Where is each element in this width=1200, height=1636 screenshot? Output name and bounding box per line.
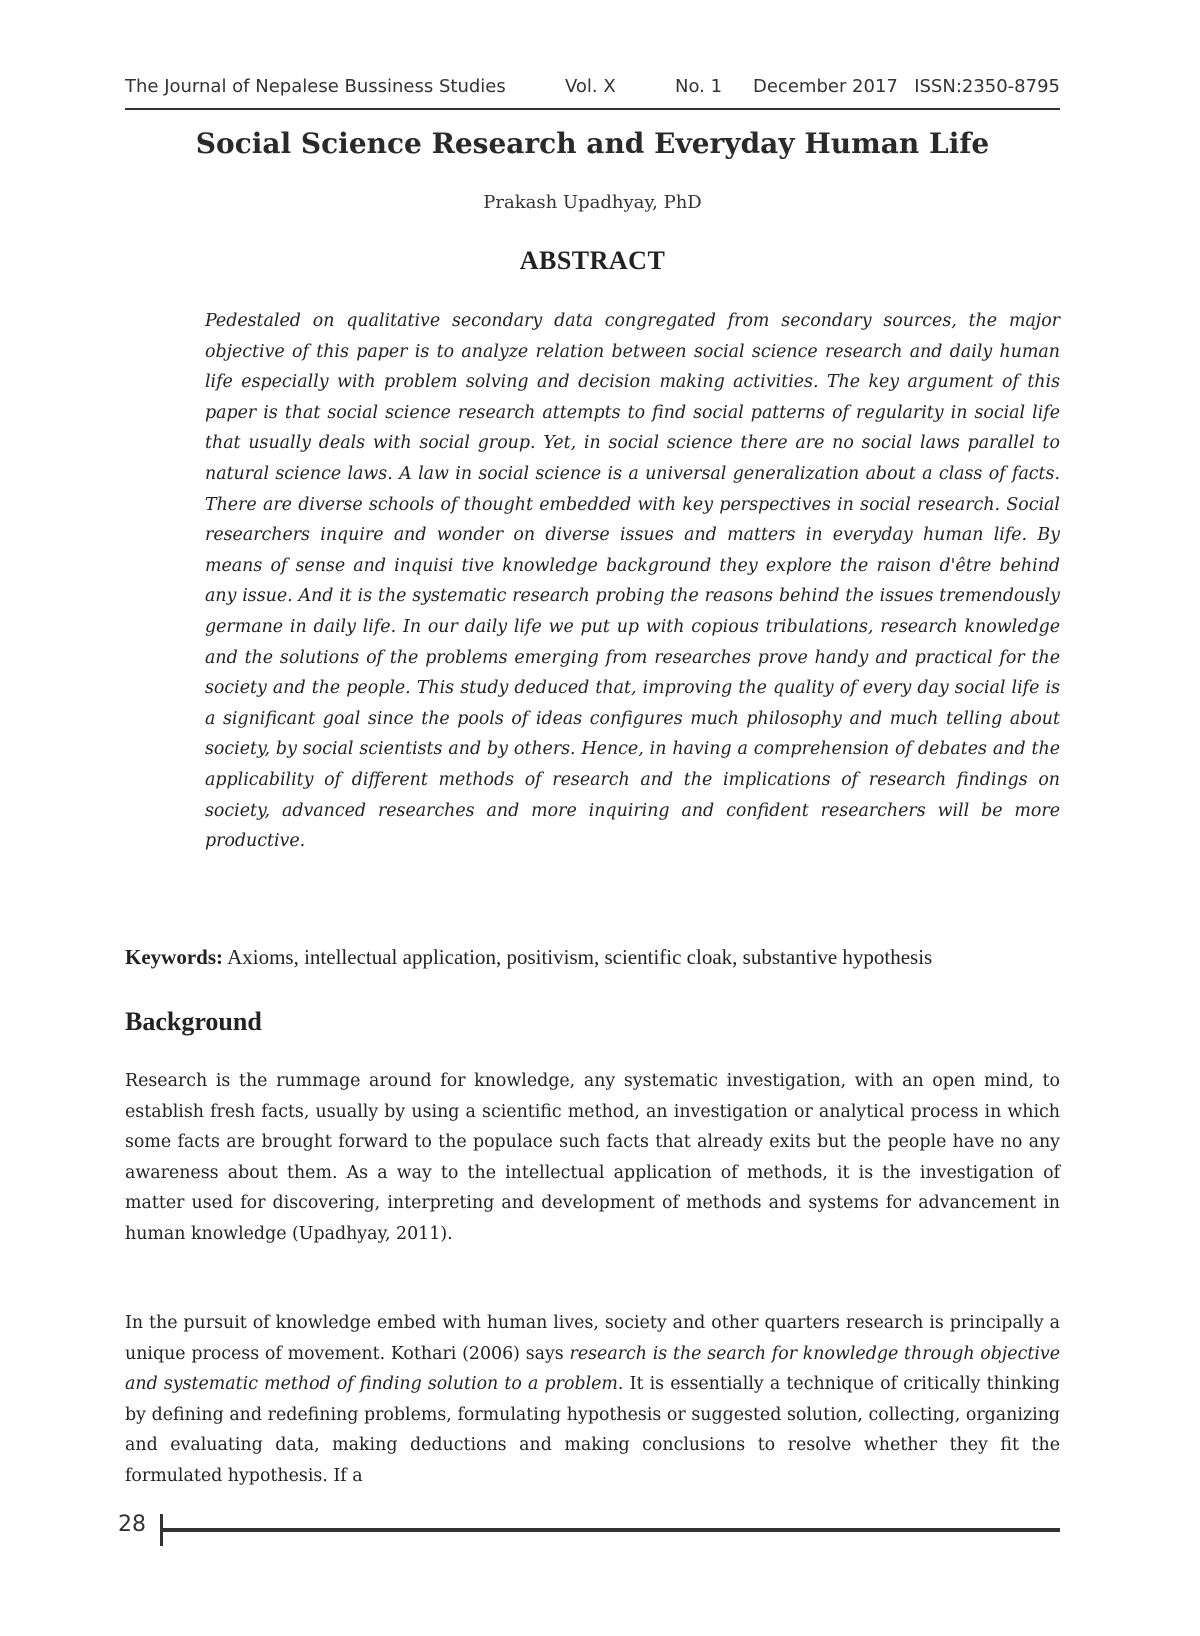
keywords-label: Keywords: (125, 945, 223, 969)
page-footer (118, 1510, 1060, 1550)
issue-date: December 2017 (753, 76, 898, 97)
paragraph-2-start: In the pursuit of knowledge embed with human lives, society and other quarters research is principally a unique process of movement. Kothari (2006) says (125, 1313, 1060, 1364)
volume: Vol. X (565, 76, 616, 97)
running-header (125, 76, 1060, 110)
issn: ISSN:2350-8795 (914, 76, 1060, 97)
paper-title: Social Science Research and Everyday Human Life (195, 127, 990, 160)
issue-number: No. 1 (675, 76, 723, 97)
author-name: Prakash Upadhyay, PhD (483, 192, 702, 213)
abstract-heading: ABSTRACT (519, 246, 666, 275)
paragraph-2-end: . It is essentially a technique of critically thinking by defining and redefining problems, formulating hypothesis or suggested solution, collecting, organizing and evaluating data, making deductions and making conclusions to resolve whether they fit the formulated hypothesis. If a (125, 1374, 1060, 1486)
paragraph-2-quote: research is the search for knowledge through objective and systematic method of finding solution to a problem (125, 1343, 1060, 1394)
keywords-list: Axioms, intellectual application, positivism, scientific cloak, substantive hypothesis (223, 945, 933, 969)
background-paragraph-1: Research is the rummage around for knowledge, any systematic investigation, with an open mind, to establish fresh facts, usually by using a scientific method, an investigation or analytical process in which some facts are brought forward to the populace such facts that already exits but the people have no any awareness about them. As a way to the intellectual application of methods, it is the investigation of matter used for discovering, interpreting and development of methods and systems for advancement in human knowledge (Upadhyay, 2011). (125, 1071, 1060, 1244)
background-paragraph-2 (125, 1308, 1060, 1491)
section-heading-background: Background (125, 1007, 262, 1036)
footer-rule (163, 1528, 1060, 1532)
journal-name: The Journal of Nepalese Bussiness Studies (125, 76, 506, 97)
abstract-text: Pedestaled on qualitative secondary data congregated from secondary sources, the major objective of this paper is to analyze relation between social science research and daily human life especially with problem solving and decision making activities. The key argument of this paper is that social science research attempts to find social patterns of regularity in social life that usually deals with social group. Yet, in social science there are no social laws parallel to natural science laws. A law in social science is a universal generalization about a class of facts. There are diverse schools of thought embedded with key perspectives in social research. Social researchers inquire and wonder on diverse issues and matters in everyday human life. By means of sense and inquisi tive knowledge background they explore the raison d'être behind any issue. And it is the systematic research probing the reasons behind the issues tremendously germane in daily life. In our daily life we put up with copious tribulations, research knowledge and the solutions of the problems emerging from researches prove handy and practical for the society and the people. This study deduced that, improving the quality of every day social life is a significant goal since the pools of ideas configures much philosophy and much telling about society, by social scientists and by others. Hence, in having a comprehension of debates and the applicability of different methods of research and the implications of research findings on society, advanced researches and more inquiring and confident researchers will be more productive. (205, 311, 1060, 852)
keywords (125, 945, 1060, 970)
page-number: 28 (118, 1512, 146, 1537)
